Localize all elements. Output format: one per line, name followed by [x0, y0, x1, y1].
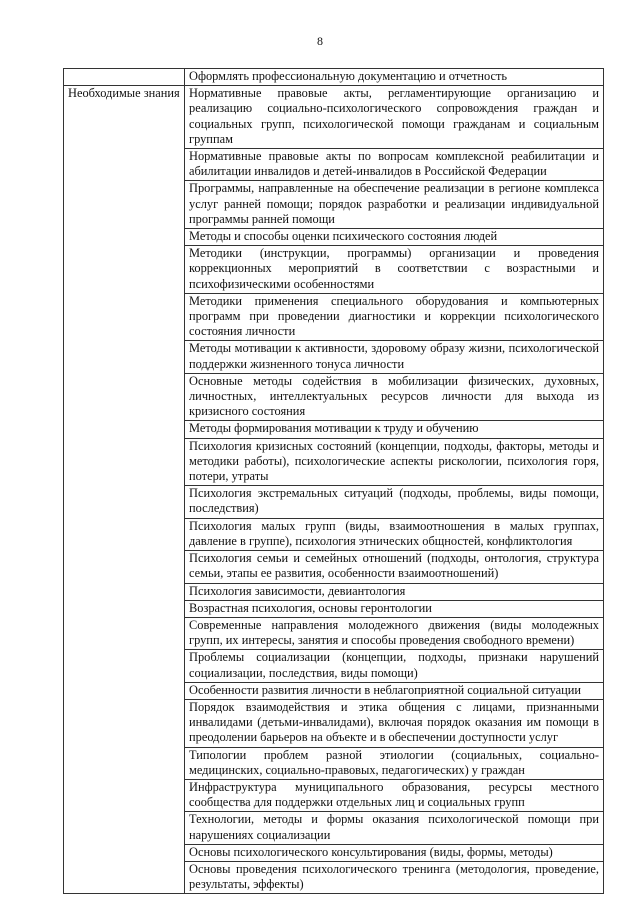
knowledge-item: Психология кризисных состояний (концепции, подходы, факторы, методы и методики работы), психологические аспекты рискологии, психология горя, потери, утраты: [185, 438, 604, 486]
knowledge-item: Методики (инструкции, программы) организации и проведения коррекционных мероприятий в соответствии с возрастными и психофизическими особенностями: [185, 246, 604, 294]
knowledge-item: Психология зависимости, девиантология: [185, 583, 604, 600]
table-row: [64, 69, 604, 86]
knowledge-item: Методы и способы оценки психического состояния людей: [185, 229, 604, 246]
knowledge-item: Основные методы содействия в мобилизации физических, духовных, личностных, интеллектуальных ресурсов личности для выхода из кризисного состояния: [185, 373, 604, 421]
knowledge-item: Методы мотивации к активности, здоровому образу жизни, психологической поддержки жизненного тонуса личности: [185, 341, 604, 373]
label-cell-empty: [64, 69, 185, 86]
knowledge-item: Типологии проблем разной этиологии (социальных, социально-медицинских, социально-правовых, педагогических) у граждан: [185, 747, 604, 779]
knowledge-item: Психология экстремальных ситуаций (подходы, проблемы, виды помощи, последствия): [185, 486, 604, 518]
knowledge-item: Методики применения специального оборудования и компьютерных программ при проведении диагностики и коррекции психологического состояния личности: [185, 293, 604, 341]
table-cell: Оформлять профессиональную документацию и отчетность: [185, 69, 604, 86]
knowledge-item: Программы, направленные на обеспечение реализации в регионе комплекса услуг ранней помощи; порядок разработки и реализации индивидуальной программы ранней помощи: [185, 181, 604, 229]
knowledge-item: Возрастная психология, основы геронтологии: [185, 600, 604, 617]
knowledge-item: Психология малых групп (виды, взаимоотношения в малых группах, давление в группе), психология этнических общностей, конфликтология: [185, 518, 604, 550]
table-row: [64, 86, 604, 149]
knowledge-item: Методы формирования мотивации к труду и обучению: [185, 421, 604, 438]
knowledge-item: Современные направления молодежного движения (виды молодежных групп, их интересы, занятия и способы проведения свободного времени): [185, 617, 604, 649]
knowledge-item: Особенности развития личности в неблагоприятной социальной ситуации: [185, 682, 604, 699]
knowledge-item: Основы проведения психологического тренинга (методология, проведение, результаты, эффекты): [185, 861, 604, 893]
section-label: Необходимые знания: [64, 86, 185, 894]
knowledge-item: Нормативные правовые акты по вопросам комплексной реабилитации и абилитации инвалидов и детей-инвалидов в Российской Федерации: [185, 149, 604, 181]
knowledge-item: Инфраструктура муниципального образования, ресурсы местного сообщества для поддержки отдельных лиц и социальных групп: [185, 779, 604, 811]
knowledge-item: Основы психологического консультирования (виды, формы, методы): [185, 844, 604, 861]
competency-table: [63, 68, 604, 894]
knowledge-item: Технологии, методы и формы оказания психологической помощи при нарушениях социализации: [185, 812, 604, 844]
knowledge-item: Нормативные правовые акты, регламентирующие организацию и реализацию социально-психологического сопровождения граждан и социальных групп, психологической помощи гражданам и социальным группам: [185, 86, 604, 149]
knowledge-item: Проблемы социализации (концепции, подходы, признаки нарушений социализации, последствия, виды помощи): [185, 650, 604, 682]
knowledge-item: Порядок взаимодействия и этика общения с лицами, признанными инвалидами (детьми-инвалидами), включая порядок оказания им помощи в преодолении барьеров на объекте и в обеспечении доступности услуг: [185, 699, 604, 747]
knowledge-item: Психология семьи и семейных отношений (подходы, онтология, структура семьи, этапы ее развития, особенности взаимоотношений): [185, 551, 604, 583]
page-number: 8: [317, 34, 323, 48]
